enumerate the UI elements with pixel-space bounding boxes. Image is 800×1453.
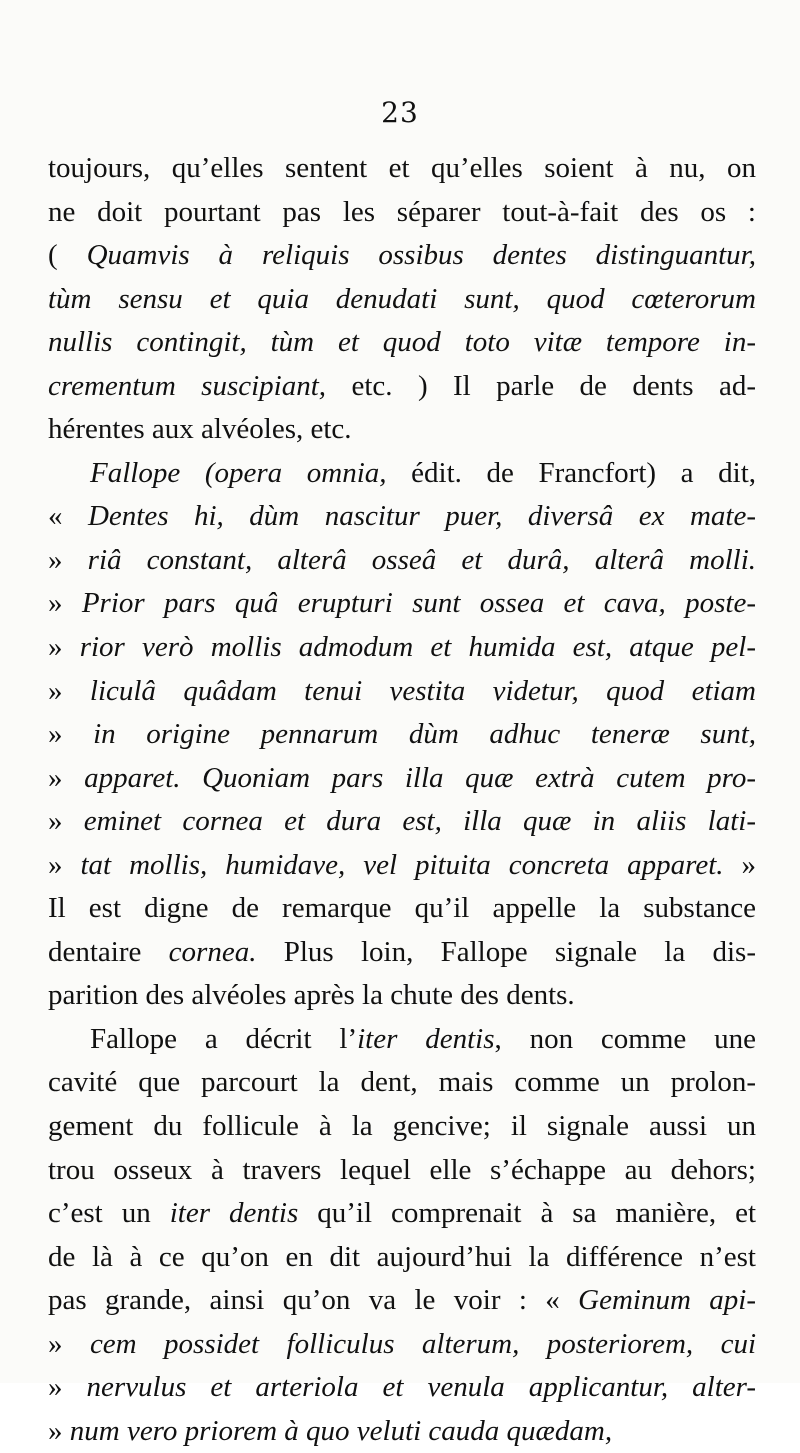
text-line [48,1323,756,1367]
text-line [48,670,756,714]
italic-text-run: crementum suscipiant, [48,369,327,402]
italic-text-run: cem possidet folliculus alterum, posteriorem, cui [89,1327,756,1360]
text-line [48,1018,756,1062]
italic-text-run: Quamvis à reliquis ossibus dentes distinguantur, [86,239,756,272]
text-line [48,234,756,278]
text-run: Plus loin, Fallope signale la dis- [256,935,756,968]
text-line [48,147,756,191]
text-run: parition des alvéoles après la chute des dents. [48,979,575,1012]
italic-text-run: Prior pars quâ erupturi sunt ossea et cava, poste- [81,587,756,620]
italic-text-run: Geminum api- [578,1284,756,1317]
text-run: de là à ce qu’on en dit aujourd’hui la différence n’est [48,1240,756,1273]
text-line [48,887,756,931]
text-run: » [48,761,85,794]
text-line [48,974,756,1018]
italic-text-run: riâ constant, alterâ osseâ et durâ, alterâ molli. [87,543,756,576]
text-run: ne doit pourtant pas les séparer tout-à-fait des os : [48,195,756,228]
text-run: » [723,848,756,881]
text-run: « [48,500,88,533]
text-line [48,582,756,626]
text-run: etc. ) Il parle de dents ad- [326,369,756,402]
italic-text-run: nervulus et arteriola et venula applicantur, alter- [86,1371,756,1404]
text-line [48,1279,756,1323]
text-line [48,1366,756,1410]
text-run: » [48,848,81,881]
italic-text-run: Dentes hi, dùm nascitur puer, diversâ ex mate- [87,500,756,533]
text-run: » [48,674,90,707]
text-line [48,844,756,888]
text-run: » [48,718,94,751]
italic-text-run: Fallope (opera omnia, [90,456,387,489]
text-run: » [48,587,82,620]
text-run: c’est un [48,1197,170,1230]
text-line [48,1061,756,1105]
text-run: , non comme une [494,1022,756,1055]
text-run: édit. de Francfort) a dit, [386,456,756,489]
italic-text-run: rior verò mollis admodum et humida est, atque pel- [79,631,756,664]
text-line [48,1192,756,1236]
italic-text-run: iter dentis [169,1197,299,1230]
text-run: » [48,1371,87,1404]
text-run: » [48,1414,70,1447]
text-line [48,191,756,235]
text-line [48,1410,756,1453]
italic-text-run: eminet cornea et dura est, illa quæ in aliis lati- [83,805,756,838]
italic-text-run: liculâ quâdam tenui vestita videtur, quod etiam [89,674,756,707]
text-line [48,1149,756,1193]
text-run: » [48,543,88,576]
text-line [48,495,756,539]
italic-text-run: cornea. [168,935,257,968]
text-line [48,365,756,409]
page-number: 23 [381,96,419,129]
italic-text-run: in origine pennarum dùm adhuc teneræ sunt, [93,718,756,751]
text-run: Il est digne de remarque qu’il appelle la substance [48,892,756,925]
text-run: trou osseux à travers lequel elle s’échappe au dehors; [48,1153,756,1186]
text-line [48,626,756,670]
italic-text-run: tùm sensu et quia denudati sunt, quod cœterorum [48,282,756,315]
page-body-text [48,147,756,1453]
text-run: qu’il comprenait à sa manière, et [298,1197,756,1230]
text-run: pas grande, ainsi qu’on va le voir : « [48,1284,579,1317]
text-run: ( [48,239,87,272]
italic-text-run: num vero priorem à quo veluti cauda quædam, [69,1414,613,1447]
text-line [48,757,756,801]
text-line [48,539,756,583]
text-run: gement du follicule à la gencive; il signale aussi un [48,1110,756,1143]
text-line [48,321,756,365]
italic-text-run: iter dentis [357,1022,495,1055]
text-run: hérentes aux alvéoles, etc. [48,413,352,446]
text-run: toujours, qu’elles sentent et qu’elles soient à nu, on [48,152,756,184]
italic-text-run: apparet. Quoniam pars illa quæ extrà cutem pro- [84,761,756,794]
text-line [48,931,756,975]
text-run: » [48,1327,90,1360]
text-line [48,408,756,452]
text-line [48,452,756,496]
text-run: cavité que parcourt la dent, mais comme un prolon- [48,1066,756,1099]
text-line [48,278,756,322]
italic-text-run: tat mollis, humidave, vel pituita concreta apparet. [80,848,724,881]
text-line [48,1105,756,1149]
text-run: » [48,631,80,664]
text-line [48,800,756,844]
text-line [48,713,756,757]
text-run: » [48,805,84,838]
text-run: dentaire [48,935,169,968]
text-run: Fallope a décrit l’ [90,1022,358,1055]
text-line [48,1236,756,1280]
italic-text-run: nullis contingit, tùm et quod toto vitæ tempore in- [48,326,756,359]
